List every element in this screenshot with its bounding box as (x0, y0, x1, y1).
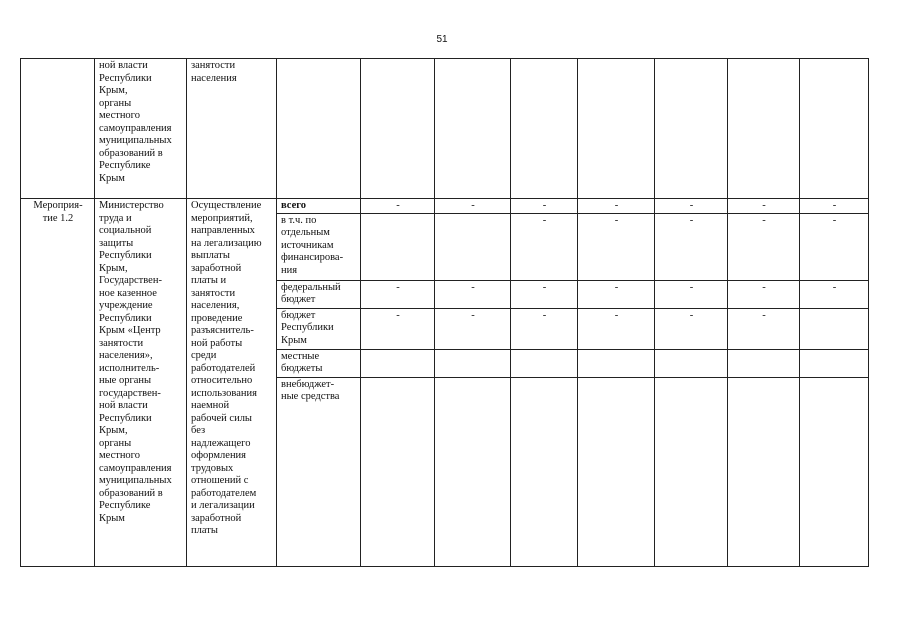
value-cell: - (578, 199, 655, 214)
value-cell: - (655, 280, 728, 308)
value-cell: - (655, 213, 728, 280)
value-cell: - (578, 280, 655, 308)
source-label: всего (277, 199, 361, 214)
measure-description-cell: Осуществление мероприятий, направленных на легализацию выплаты заработной платы и занятости населения, проведение разъяснитель- ной работы среди работодателей относительно использования наемной рабочей силы без надлежащего оформления трудовых отношений с работодателем и легализации заработной платы (187, 199, 277, 567)
value-cell (511, 349, 578, 377)
page-number: 51 (436, 34, 448, 45)
continuation-row (21, 59, 869, 199)
value-cell: - (728, 280, 800, 308)
value-cell (361, 213, 435, 280)
value-cell: - (435, 280, 511, 308)
value-cell: - (655, 199, 728, 214)
value-cell: - (511, 280, 578, 308)
value-cell (800, 377, 869, 566)
value-cell: - (578, 308, 655, 349)
value-cell: - (800, 280, 869, 308)
value-cell (361, 349, 435, 377)
value-cell (435, 349, 511, 377)
value-cell (655, 349, 728, 377)
value-cell (728, 349, 800, 377)
source-label: бюджет Республики Крым (277, 308, 361, 349)
value-cell: - (728, 213, 800, 280)
value-cell: - (728, 199, 800, 214)
value-cell (435, 377, 511, 566)
source-row-total (21, 199, 869, 214)
value-cell (578, 349, 655, 377)
financing-table (20, 58, 869, 567)
value-cell (511, 377, 578, 566)
value-cell (800, 349, 869, 377)
value-cell: - (578, 213, 655, 280)
value-cell: - (800, 199, 869, 214)
measure-label-cell: Мероприя- тие 1.2 (21, 199, 95, 567)
value-cell: - (435, 308, 511, 349)
value-cell: - (361, 308, 435, 349)
value-cell (361, 377, 435, 566)
value-cell (655, 377, 728, 566)
source-label: в т.ч. по отдельным источникам финансирова- ния (277, 213, 361, 280)
value-cell: - (361, 199, 435, 214)
value-cell: - (800, 213, 869, 280)
continuation-executor-cell: ной власти Республики Крым, органы местного самоуправления муниципальных образований в Республике Крым (95, 59, 187, 199)
value-cell (578, 377, 655, 566)
continuation-goal-cell: занятости населения (187, 59, 277, 199)
value-cell: - (511, 308, 578, 349)
value-cell: - (435, 199, 511, 214)
measure-executor-cell: Министерство труда и социальной защиты Республики Крым, Государствен- ное казенное учреждение Республики Крым «Центр занятости населения», исполнитель- ные органы государствен- ной власти Республики Крым, органы местного самоуправления муниципальных образований в Республике Крым (95, 199, 187, 567)
source-label: внебюджет- ные средства (277, 377, 361, 566)
value-cell: - (728, 308, 800, 349)
continuation-label-cell (21, 59, 95, 199)
source-label: федеральный бюджет (277, 280, 361, 308)
value-cell: - (511, 199, 578, 214)
value-cell: - (511, 213, 578, 280)
value-cell: - (655, 308, 728, 349)
value-cell (800, 308, 869, 349)
value-cell: - (361, 280, 435, 308)
value-cell (728, 377, 800, 566)
value-cell (435, 213, 511, 280)
source-label: местные бюджеты (277, 349, 361, 377)
